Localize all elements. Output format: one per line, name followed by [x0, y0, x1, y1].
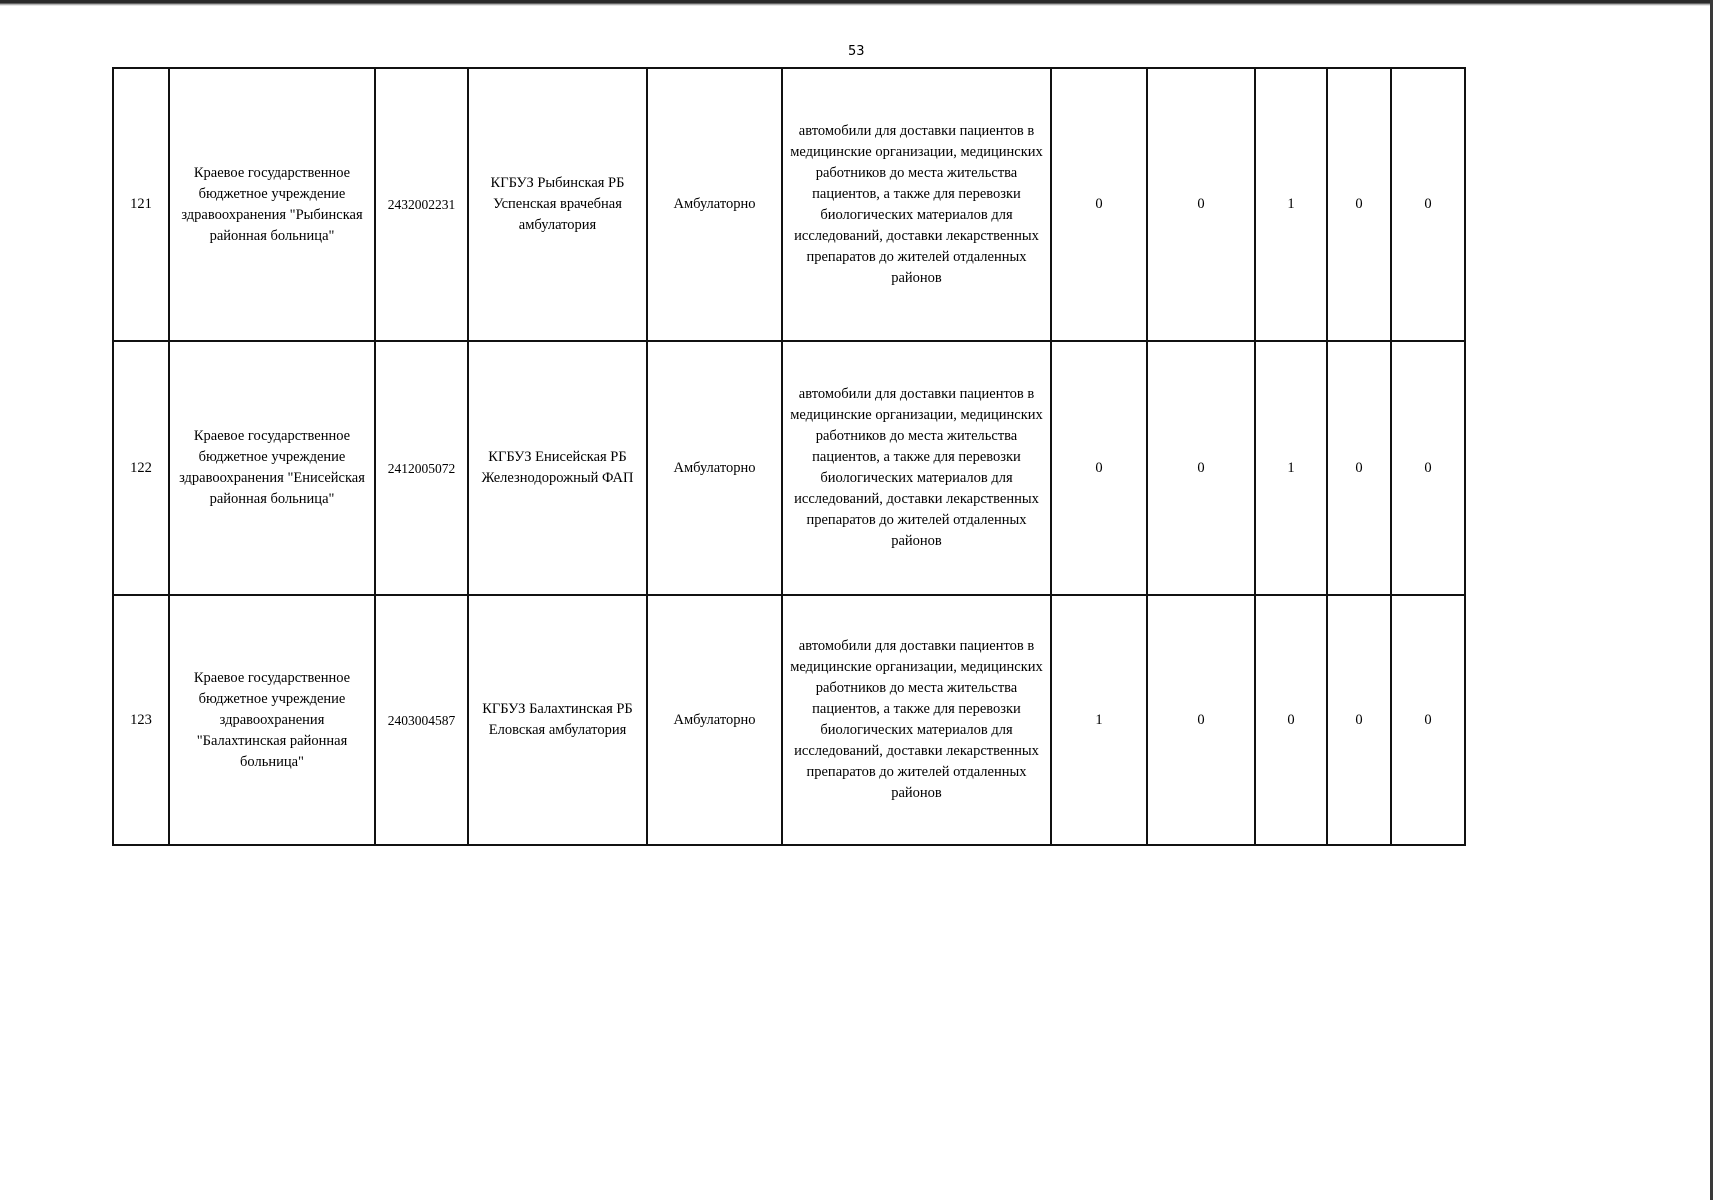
count-cell: 1: [1255, 68, 1327, 341]
count-cell: 0: [1327, 68, 1391, 341]
count-cell: 0: [1391, 595, 1465, 845]
vehicle-allocation-table: [112, 67, 1466, 846]
count-cell: 0: [1327, 341, 1391, 595]
count-cell: 0: [1391, 341, 1465, 595]
inn-code: 2403004587: [375, 595, 468, 845]
count-cell: 0: [1051, 341, 1147, 595]
vehicle-purpose: автомобили для доставки пациентов в медицинские организации, медицинских работников до места жительства пациентов, а также для перевозки биологических материалов для исследований, доставки лекарственных препаратов до жителей отдаленных районов: [782, 68, 1051, 341]
scan-edge-top: [0, 0, 1713, 6]
count-cell: 0: [1255, 595, 1327, 845]
organization-name: Краевое государственное бюджетное учреждение здравоохранения "Балахтинская районная больница": [169, 595, 375, 845]
count-cell: 0: [1147, 341, 1255, 595]
inn-code: 2432002231: [375, 68, 468, 341]
count-cell: 1: [1255, 341, 1327, 595]
count-cell: 1: [1051, 595, 1147, 845]
table-row: [113, 341, 1465, 595]
page-number: 53: [848, 44, 865, 59]
count-cell: 0: [1147, 595, 1255, 845]
row-number: 123: [113, 595, 169, 845]
count-cell: 0: [1147, 68, 1255, 341]
facility-name: КГБУЗ Енисейская РБ Железнодорожный ФАП: [468, 341, 647, 595]
facility-name: КГБУЗ Рыбинская РБ Успенская врачебная амбулатория: [468, 68, 647, 341]
count-cell: 0: [1327, 595, 1391, 845]
inn-code: 2412005072: [375, 341, 468, 595]
care-type: Амбулаторно: [647, 341, 782, 595]
vehicle-purpose: автомобили для доставки пациентов в медицинские организации, медицинских работников до места жительства пациентов, а также для перевозки биологических материалов для исследований, доставки лекарственных препаратов до жителей отдаленных районов: [782, 341, 1051, 595]
organization-name: Краевое государственное бюджетное учреждение здравоохранения "Енисейская районная больница": [169, 341, 375, 595]
count-cell: 0: [1391, 68, 1465, 341]
vehicle-purpose: автомобили для доставки пациентов в медицинские организации, медицинских работников до места жительства пациентов, а также для перевозки биологических материалов для исследований, доставки лекарственных препаратов до жителей отдаленных районов: [782, 595, 1051, 845]
row-number: 121: [113, 68, 169, 341]
count-cell: 0: [1051, 68, 1147, 341]
organization-name: Краевое государственное бюджетное учреждение здравоохранения "Рыбинская районная больница": [169, 68, 375, 341]
table-row: [113, 68, 1465, 341]
facility-name: КГБУЗ Балахтинская РБ Еловская амбулатория: [468, 595, 647, 845]
care-type: Амбулаторно: [647, 595, 782, 845]
care-type: Амбулаторно: [647, 68, 782, 341]
row-number: 122: [113, 341, 169, 595]
table-row: [113, 595, 1465, 845]
